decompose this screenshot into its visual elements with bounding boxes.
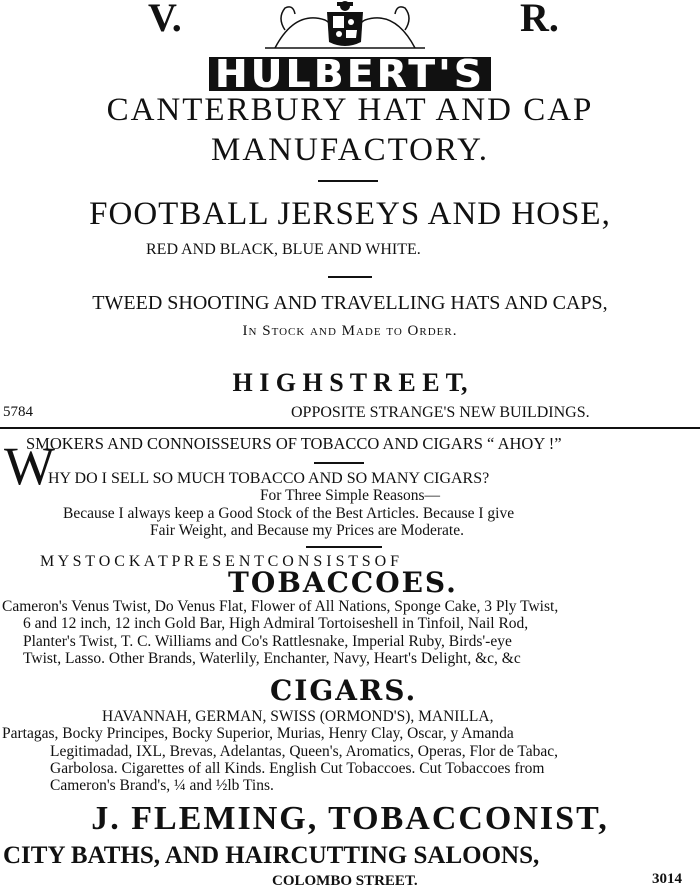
cigars-heading: CIGARS. xyxy=(270,674,418,707)
tobacco-line: Planter's Twist, T. C. Williams and Co's Rattlesnake, Imperial Ruby, Birds'-eye xyxy=(23,633,512,650)
cigar-line: Garbolosa. Cigarettes of all Kinds. English Cut Tobaccoes. Cut Tobaccoes from xyxy=(50,760,545,777)
ad-reference-5784: 5784 xyxy=(3,404,33,420)
tweed-heading: TWEED SHOOTING AND TRAVELLING HATS AND CAPS, xyxy=(92,292,608,314)
left-royal-letter: V. xyxy=(148,0,182,40)
tobacco-line: Cameron's Venus Twist, Do Venus Flat, Flower of All Nations, Sponge Cake, 3 Ply Twist, xyxy=(2,598,559,615)
hulberts-logo-text: HULBERT'S xyxy=(209,57,491,91)
ad-reference-3014: 3014 xyxy=(652,871,682,887)
city-baths-heading: CITY BATHS, AND HAIRCUTTING SALOONS, xyxy=(3,842,540,869)
smokers-heading: SMOKERS AND CONNOISSEURS OF TOBACCO AND CIGARS “ AHOY !” xyxy=(26,434,562,453)
manufactory-heading: MANUFACTORY. xyxy=(211,132,489,168)
opposite-strange-line: OPPOSITE STRANGE'S NEW BUILDINGS. xyxy=(291,404,590,421)
cigar-line: Cameron's Brand's, ¼ and ½lb Tins. xyxy=(50,777,274,794)
hulberts-logo xyxy=(0,52,700,96)
tobacco-line: Twist, Lasso. Other Brands, Waterlily, Enchanter, Navy, Heart's Delight, &c, &c xyxy=(23,650,521,667)
cigar-line: Partagas, Bocky Principes, Bocky Superior, Murias, Henry Clay, Oscar, y Amanda xyxy=(2,725,514,742)
divider xyxy=(314,462,364,464)
crest-drawing xyxy=(255,0,435,50)
why-line: HY DO I SELL SO MUCH TOBACCO AND SO MANY CIGARS? xyxy=(48,470,490,487)
divider xyxy=(306,546,382,548)
jersey-colors: RED AND BLACK, BLUE AND WHITE. xyxy=(146,241,421,258)
divider xyxy=(318,180,378,182)
tobaccoes-heading: TOBACCOES. xyxy=(228,566,458,599)
in-stock-line: In Stock and Made to Order. xyxy=(242,323,458,339)
reason-line: Because I always keep a Good Stock of the Best Articles. Because I give xyxy=(63,505,515,522)
jerseys-heading: FOOTBALL JERSEYS AND HOSE, xyxy=(89,196,611,232)
stock-consists-line: M Y S T O C K A T P R E S E N T C O N S I S T S O F xyxy=(40,553,400,570)
right-royal-letter: R. xyxy=(520,0,559,40)
royal-coat-of-arms-icon xyxy=(255,0,435,50)
colombo-street-line: COLOMBO STREET. xyxy=(272,873,418,889)
tobacco-line: 6 and 12 inch, 12 inch Gold Bar, High Admiral Tortoiseshell in Tinfoil, Nail Rod, xyxy=(23,615,529,632)
reason-line: Fair Weight, and Because my Prices are Moderate. xyxy=(150,522,464,539)
divider xyxy=(328,276,372,278)
cigar-origins: HAVANNAH, GERMAN, SWISS (ORMOND'S), MANILLA, xyxy=(102,708,494,725)
high-street-heading: H I G H S T R E E T, xyxy=(232,368,468,397)
fleming-name-heading: J. FLEMING, TOBACCONIST, xyxy=(91,800,609,837)
cigar-line: Legitimadad, IXL, Brevas, Adelantas, Queen's, Aromatics, Operas, Flor de Tabac, xyxy=(50,743,559,760)
drop-cap-w: W xyxy=(4,436,55,496)
reason-line: For Three Simple Reasons— xyxy=(259,487,441,504)
canterbury-heading: CANTERBURY HAT AND CAP xyxy=(106,92,594,128)
section-divider xyxy=(0,427,700,429)
